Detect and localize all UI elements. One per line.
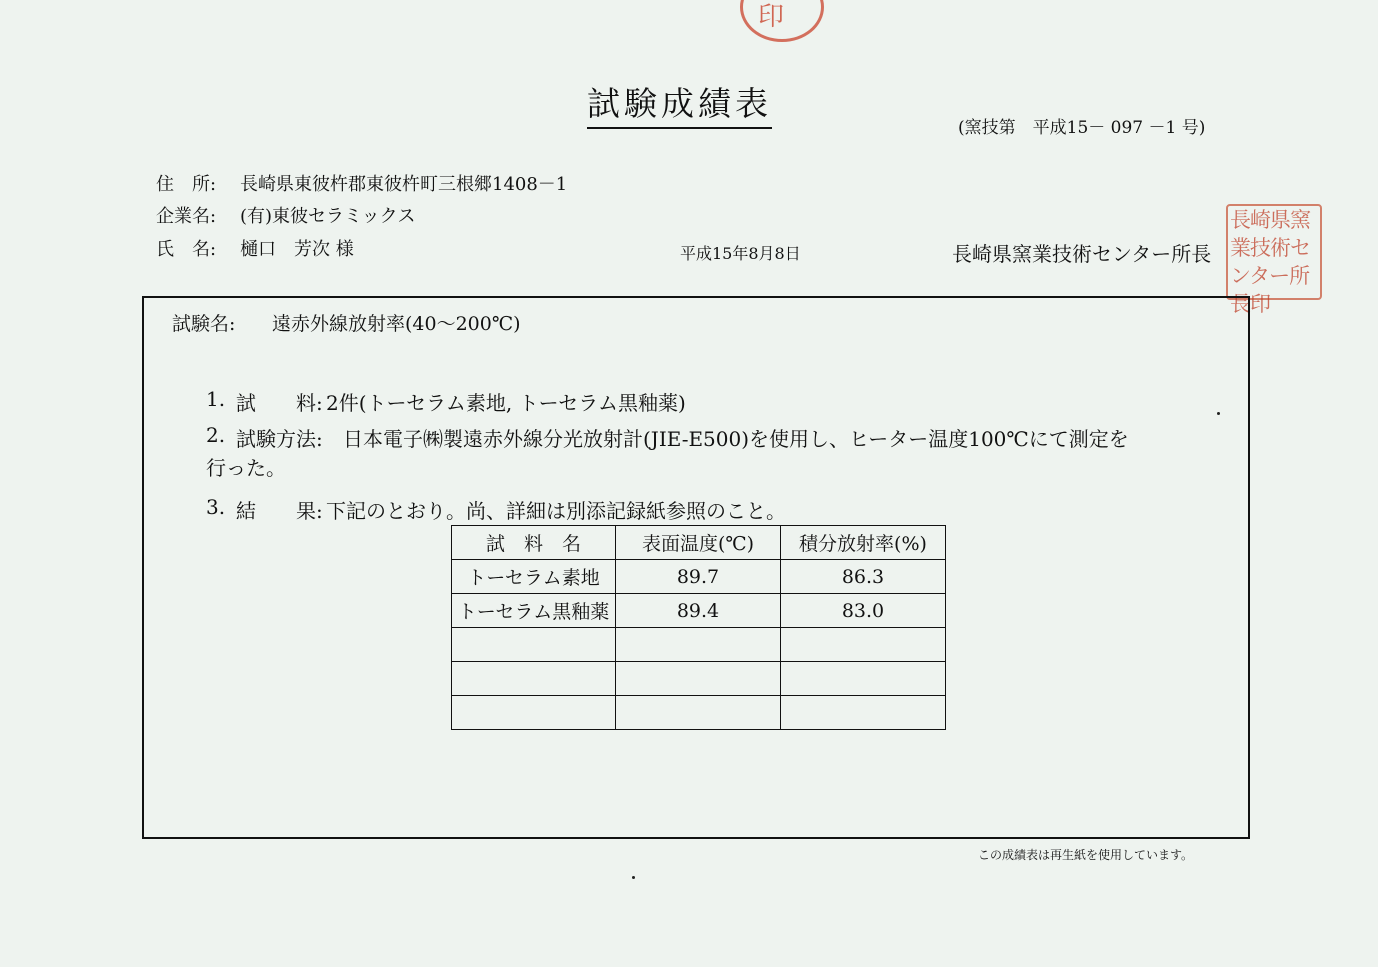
footer-note: この成績表は再生紙を使用しています。 — [978, 848, 1194, 862]
table-row — [452, 628, 946, 662]
issuer: 長崎県窯業技術センター所長 — [952, 242, 1212, 266]
table-row — [452, 696, 946, 730]
table-cell: トーセラム素地 — [452, 560, 616, 594]
scan-speck — [632, 876, 635, 879]
table-cell — [781, 696, 946, 730]
table-header-row — [452, 526, 946, 560]
item-1-number: 1. — [206, 387, 226, 411]
item-3-text: 下記のとおり。尚、詳細は別添記録紙参照のこと。 — [326, 499, 786, 523]
table-row — [452, 662, 946, 696]
table-cell: 89.4 — [616, 594, 781, 628]
name-value: 樋口 芳次 様 — [240, 239, 354, 260]
table-cell: 86.3 — [781, 560, 946, 594]
item-2-text: 日本電子㈱製遠赤外線分光放射計(JIE-E500)を使用し、ヒーター温度100℃にて測定を — [343, 427, 1129, 451]
item-3-number: 3. — [206, 495, 226, 519]
item-1-text: 2件(トーセラム素地, トーセラム黒釉薬) — [326, 391, 686, 415]
top-seal-mark: 印 — [758, 2, 785, 32]
header-sample-name: 試 料 名 — [452, 526, 616, 560]
table-cell — [452, 696, 616, 730]
header-emissivity: 積分放射率(%) — [781, 526, 946, 560]
item-1-label: 試 料: — [236, 391, 323, 415]
table-row — [452, 560, 946, 594]
table-cell — [452, 662, 616, 696]
company-value: (有)東彼セラミックス — [240, 206, 416, 227]
header-surface-temp: 表面温度(℃) — [616, 526, 781, 560]
table-cell — [616, 696, 781, 730]
address-label: 住 所: — [156, 174, 217, 195]
address-value: 長崎県東彼杵郡東彼杵町三根郷1408－1 — [240, 174, 568, 195]
table-cell — [452, 628, 616, 662]
results-table — [451, 525, 946, 730]
table-row — [452, 594, 946, 628]
table-cell: 83.0 — [781, 594, 946, 628]
table-cell — [781, 628, 946, 662]
item-2-text-continued: 行った。 — [206, 456, 286, 480]
table-cell — [781, 662, 946, 696]
table-cell — [616, 628, 781, 662]
test-name-label: 試験名: — [172, 313, 236, 335]
document-number: (窯技第 平成15－ 097 －1 号) — [958, 118, 1206, 138]
seal-text: 長崎県窯業技術センター所長印 — [1230, 208, 1310, 316]
table-cell — [616, 662, 781, 696]
item-2-label: 試験方法: — [236, 427, 323, 451]
table-cell: トーセラム黒釉薬 — [452, 594, 616, 628]
item-3-label: 結 果: — [236, 499, 323, 523]
company-label: 企業名: — [156, 206, 217, 227]
item-2-number: 2. — [206, 423, 226, 447]
issue-date: 平成15年8月8日 — [680, 244, 801, 263]
test-name-value: 遠赤外線放射率(40～200℃) — [272, 313, 521, 335]
table-cell: 89.7 — [616, 560, 781, 594]
scan-speck — [1217, 412, 1220, 415]
name-label: 氏 名: — [156, 239, 217, 260]
document-title: 試験成績表 — [587, 78, 772, 129]
